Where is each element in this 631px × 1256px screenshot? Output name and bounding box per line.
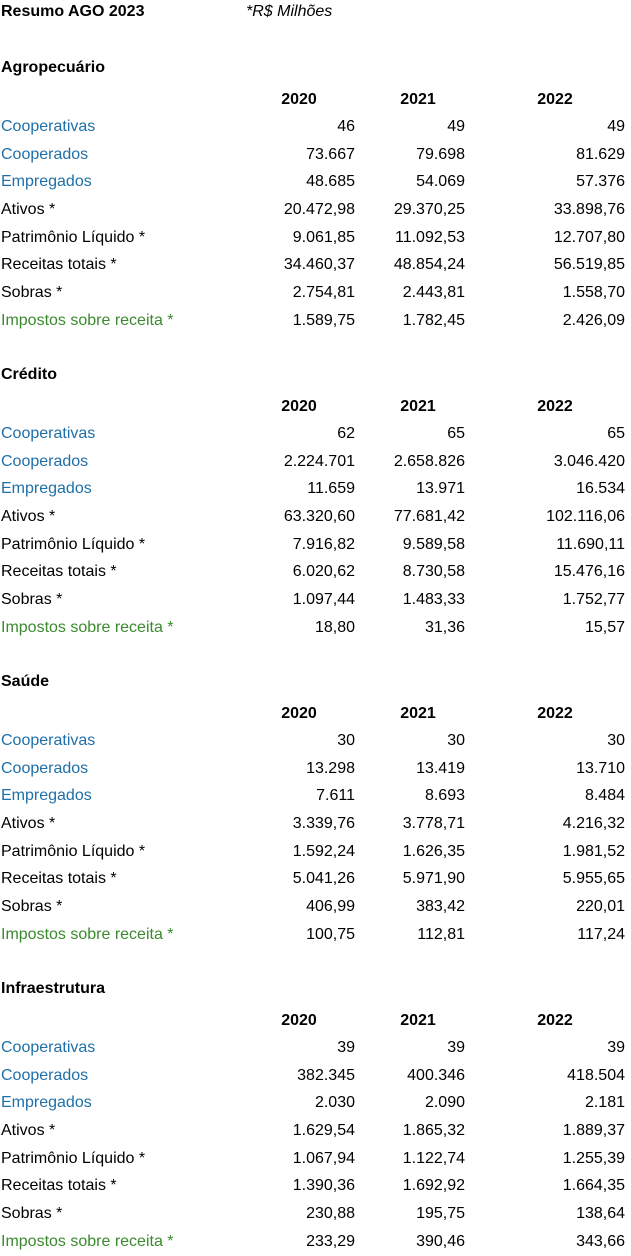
year-header-row [0, 701, 631, 727]
cell-value: 1.752,77 [562, 591, 625, 609]
row-label-sobras: Sobras * [1, 898, 63, 916]
table-row [0, 1228, 631, 1256]
cell-value: 8.730,58 [402, 563, 465, 581]
row-label-impostos: Impostos sobre receita * [1, 618, 174, 636]
section-title: Saúde [1, 673, 50, 690]
table-row [0, 475, 631, 503]
cell-value: 11.690,11 [556, 535, 625, 553]
section-credito [0, 362, 631, 636]
row-label-sobras: Sobras * [1, 591, 63, 609]
table-row [0, 448, 631, 476]
table-row [0, 420, 631, 448]
row-label-receitas: Receitas totais * [1, 563, 117, 581]
row-label-empregados: Empregados [1, 173, 92, 191]
row-label-ativos: Ativos * [1, 201, 56, 219]
table-row [0, 1200, 631, 1228]
row-label-cooperados: Cooperados [1, 452, 89, 470]
cell-value: 12.707,80 [553, 228, 625, 246]
table-row [0, 1034, 631, 1062]
cell-value: 390,46 [416, 1232, 465, 1250]
row-label-empregados: Empregados [1, 480, 92, 498]
cell-value: 220,01 [576, 898, 625, 916]
cell-value: 13.419 [416, 759, 465, 777]
section-infraestrutura [0, 976, 631, 1250]
cell-value: 48.685 [306, 173, 355, 191]
table-row [0, 810, 631, 838]
table-row [0, 251, 631, 279]
year-header: 2020 [281, 398, 317, 415]
cell-value: 8.693 [424, 787, 465, 805]
row-label-receitas: Receitas totais * [1, 1177, 117, 1195]
cell-value: 13.298 [306, 759, 355, 777]
cell-value: 15,57 [584, 618, 625, 636]
cell-value: 1.067,94 [292, 1149, 355, 1167]
year-header: 2022 [537, 1012, 573, 1029]
document-title: Resumo AGO 2023 [1, 3, 145, 20]
cell-value: 195,75 [416, 1205, 465, 1223]
cell-value: 73.667 [306, 145, 355, 163]
cell-value: 5.971,90 [402, 870, 465, 888]
row-label-impostos: Impostos sobre receita * [1, 925, 174, 943]
row-label-cooperados: Cooperados [1, 145, 89, 163]
cell-value: 9.061,85 [292, 228, 355, 246]
cell-value: 9.589,58 [402, 535, 465, 553]
sheet-header [0, 0, 631, 28]
table-row [0, 141, 631, 169]
cell-value: 2.426,09 [562, 311, 625, 329]
row-label-cooperativas: Cooperativas [1, 732, 96, 749]
table-row [0, 727, 631, 755]
table-row [0, 586, 631, 614]
cell-value: 138,64 [576, 1205, 625, 1223]
cell-value: 1.981,52 [562, 842, 625, 860]
row-label-cooperados: Cooperados [1, 1066, 89, 1084]
cell-value: 383,42 [416, 898, 465, 916]
row-label-cooperativas: Cooperativas [1, 425, 96, 442]
cell-value: 1.626,35 [402, 842, 465, 860]
cell-value: 48.854,24 [393, 256, 465, 274]
cell-value: 63.320,60 [283, 508, 355, 526]
section-saude [0, 669, 631, 943]
row-label-patrimonio: Patrimônio Líquido * [1, 1149, 146, 1167]
cell-value: 6.020,62 [292, 563, 355, 581]
row-label-impostos: Impostos sobre receita * [1, 311, 174, 329]
cell-value: 1.629,54 [292, 1122, 355, 1140]
row-label-cooperados: Cooperados [1, 759, 89, 777]
section-title: Crédito [1, 366, 57, 383]
cell-value: 15.476,16 [553, 563, 625, 581]
table-row [0, 279, 631, 307]
cell-value: 1.122,74 [402, 1149, 465, 1167]
row-label-empregados: Empregados [1, 787, 92, 805]
cell-value: 2.224.701 [283, 452, 355, 470]
cell-value: 117,24 [577, 925, 625, 943]
year-header: 2021 [400, 705, 436, 722]
table-row [0, 168, 631, 196]
year-header: 2022 [537, 705, 573, 722]
cell-value: 1.664,35 [562, 1177, 625, 1195]
cell-value: 46 [337, 118, 355, 135]
cell-value: 39 [447, 1039, 465, 1056]
cell-value: 57.376 [576, 173, 625, 191]
cell-value: 112,81 [417, 925, 465, 943]
cell-value: 3.339,76 [292, 815, 355, 833]
cell-value: 1.483,33 [402, 591, 465, 609]
cell-value: 79.698 [416, 145, 465, 163]
row-label-sobras: Sobras * [1, 284, 63, 302]
table-row [0, 307, 631, 335]
cell-value: 1.592,24 [292, 842, 355, 860]
row-label-sobras: Sobras * [1, 1205, 63, 1223]
cell-value: 33.898,76 [553, 201, 625, 219]
year-header-row [0, 87, 631, 113]
cell-value: 1.692,92 [402, 1177, 465, 1195]
cell-value: 343,66 [576, 1232, 625, 1250]
table-row [0, 531, 631, 559]
section-title: Agropecuário [1, 59, 106, 76]
cell-value: 3.778,71 [402, 815, 465, 833]
year-header: 2021 [400, 398, 436, 415]
cell-value: 1.865,32 [402, 1122, 465, 1140]
cell-value: 2.181 [584, 1094, 625, 1112]
cell-value: 56.519,85 [553, 256, 625, 274]
cell-value: 30 [447, 732, 465, 749]
cell-value: 54.069 [416, 173, 465, 191]
cell-value: 2.754,81 [292, 284, 355, 302]
cell-value: 7.916,82 [292, 535, 355, 553]
table-row [0, 503, 631, 531]
cell-value: 20.472,98 [283, 201, 355, 219]
cell-value: 29.370,25 [393, 201, 465, 219]
section-title: Infraestrutura [1, 980, 106, 997]
cell-value: 30 [337, 732, 355, 749]
cell-value: 8.484 [584, 787, 625, 805]
table-row [0, 113, 631, 141]
cell-value: 2.443,81 [402, 284, 465, 302]
cell-value: 102.116,06 [546, 508, 625, 526]
cell-value: 31,36 [424, 618, 465, 636]
table-row [0, 755, 631, 783]
row-label-cooperativas: Cooperativas [1, 118, 96, 135]
cell-value: 11.659 [307, 480, 355, 498]
cell-value: 1.097,44 [292, 591, 355, 609]
cell-value: 13.710 [576, 759, 625, 777]
table-row [0, 558, 631, 586]
row-label-cooperativas: Cooperativas [1, 1039, 96, 1056]
cell-value: 100,75 [306, 925, 355, 943]
year-header-row [0, 1008, 631, 1034]
cell-value: 16.534 [576, 480, 625, 498]
cell-value: 65 [447, 425, 465, 442]
row-label-receitas: Receitas totais * [1, 870, 117, 888]
table-row [0, 921, 631, 949]
cell-value: 39 [337, 1039, 355, 1056]
cell-value: 49 [607, 118, 625, 135]
cell-value: 65 [607, 425, 625, 442]
row-label-impostos: Impostos sobre receita * [1, 1232, 174, 1250]
cell-value: 77.681,42 [393, 508, 465, 526]
table-row [0, 782, 631, 810]
cell-value: 1.782,45 [402, 311, 465, 329]
table-row [0, 1089, 631, 1117]
year-header: 2021 [400, 91, 436, 108]
table-row [0, 614, 631, 642]
cell-value: 1.558,70 [562, 284, 625, 302]
year-header: 2022 [537, 91, 573, 108]
cell-value: 3.046.420 [553, 452, 625, 470]
cell-value: 30 [607, 732, 625, 749]
cell-value: 81.629 [576, 145, 625, 163]
cell-value: 7.611 [316, 787, 355, 805]
cell-value: 400.346 [407, 1066, 465, 1084]
year-header: 2020 [281, 1012, 317, 1029]
cell-value: 5.041,26 [292, 870, 355, 888]
row-label-ativos: Ativos * [1, 508, 56, 526]
table-row [0, 1062, 631, 1090]
cell-value: 1.889,37 [562, 1122, 625, 1140]
row-label-patrimonio: Patrimônio Líquido * [1, 842, 146, 860]
cell-value: 4.216,32 [562, 815, 625, 833]
cell-value: 418.504 [567, 1066, 625, 1084]
cell-value: 13.971 [416, 480, 465, 498]
cell-value: 18,80 [314, 618, 355, 636]
row-label-ativos: Ativos * [1, 1122, 56, 1140]
table-row [0, 1172, 631, 1200]
table-row [0, 196, 631, 224]
year-header: 2021 [400, 1012, 436, 1029]
row-label-patrimonio: Patrimônio Líquido * [1, 535, 146, 553]
table-row [0, 1117, 631, 1145]
cell-value: 233,29 [306, 1232, 355, 1250]
table-row [0, 224, 631, 252]
cell-value: 406,99 [306, 898, 355, 916]
cell-value: 62 [337, 425, 355, 442]
cell-value: 39 [607, 1039, 625, 1056]
cell-value: 1.255,39 [562, 1149, 625, 1167]
unit-note: *R$ Milhões [246, 3, 333, 20]
cell-value: 34.460,37 [283, 256, 355, 274]
row-label-patrimonio: Patrimônio Líquido * [1, 228, 146, 246]
table-row [0, 893, 631, 921]
cell-value: 2.090 [424, 1094, 465, 1112]
year-header: 2022 [537, 398, 573, 415]
year-header: 2020 [281, 91, 317, 108]
cell-value: 2.030 [314, 1094, 355, 1112]
cell-value: 49 [447, 118, 465, 135]
cell-value: 2.658.826 [393, 452, 465, 470]
year-header-row [0, 394, 631, 420]
table-row [0, 865, 631, 893]
cell-value: 5.955,65 [562, 870, 625, 888]
row-label-receitas: Receitas totais * [1, 256, 117, 274]
cell-value: 1.589,75 [292, 311, 355, 329]
row-label-ativos: Ativos * [1, 815, 56, 833]
section-agropecuario [0, 55, 631, 329]
cell-value: 1.390,36 [292, 1177, 355, 1195]
year-header: 2020 [281, 705, 317, 722]
row-label-empregados: Empregados [1, 1094, 92, 1112]
cell-value: 11.092,53 [395, 228, 465, 246]
table-row [0, 1145, 631, 1173]
table-row [0, 838, 631, 866]
cell-value: 230,88 [306, 1205, 355, 1223]
cell-value: 382.345 [297, 1066, 355, 1084]
